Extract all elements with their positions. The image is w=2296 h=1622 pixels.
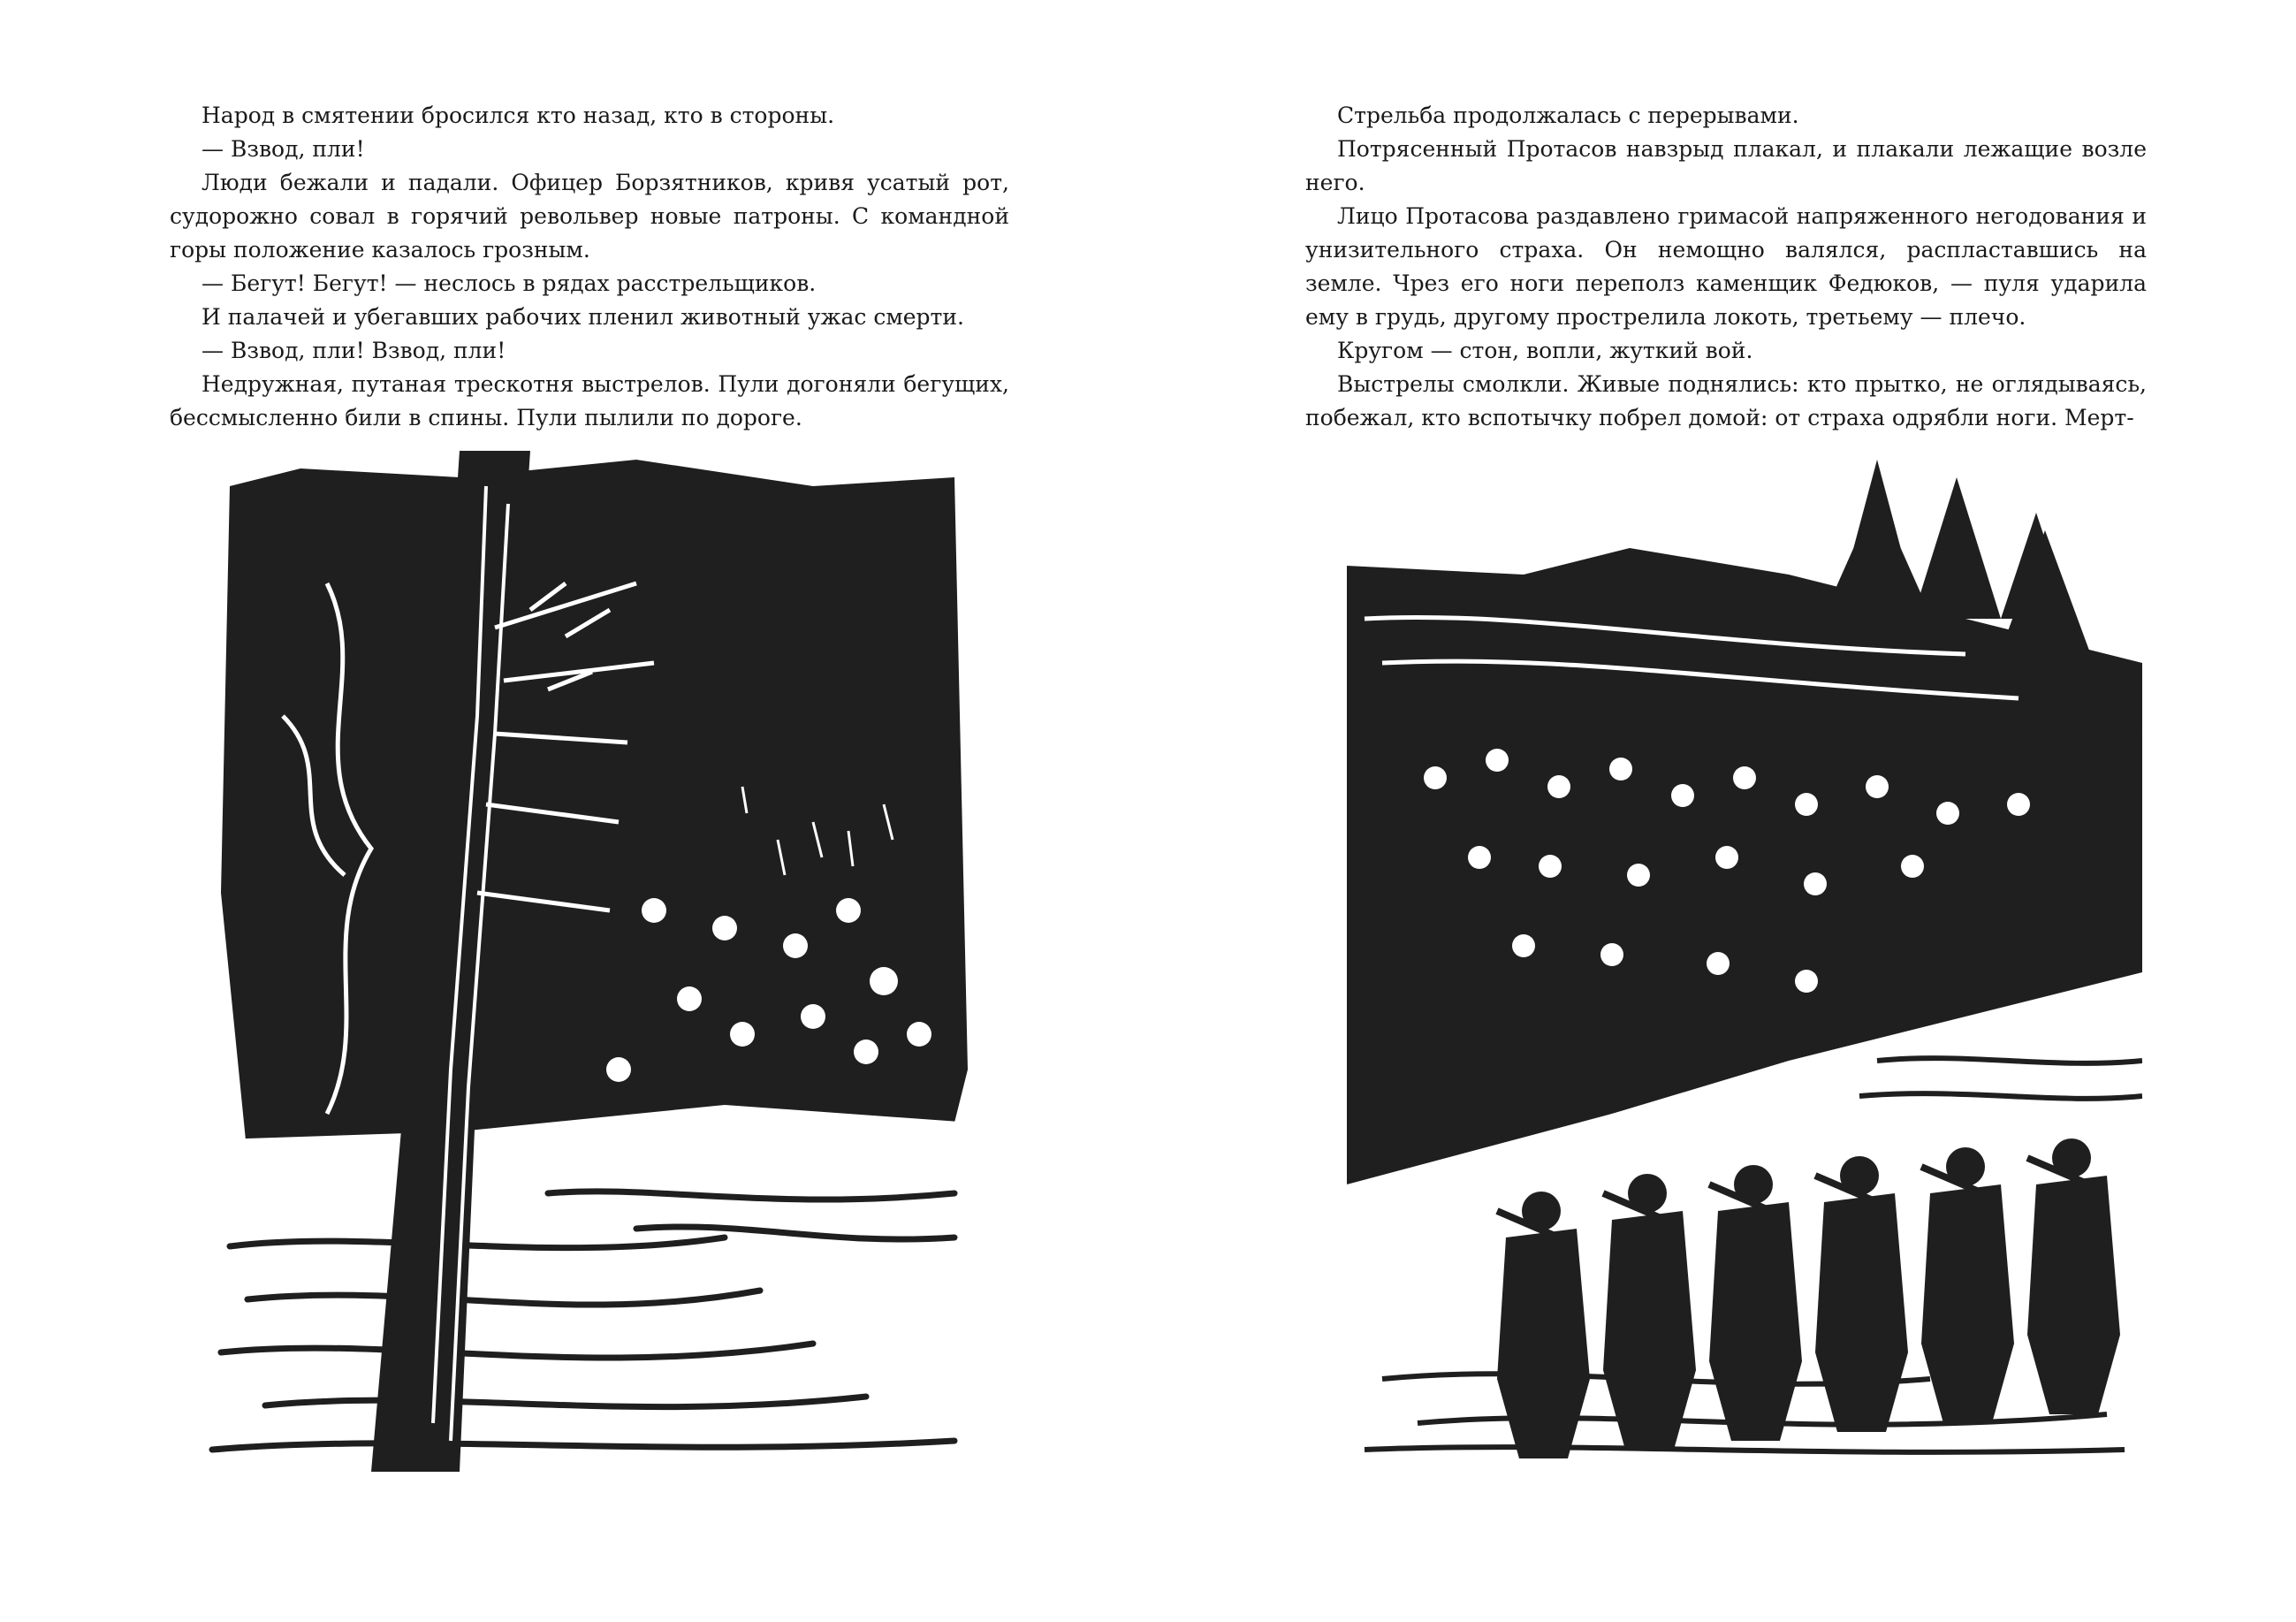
paragraph: — Взвод, пли! Взвод, пли! [201, 338, 506, 363]
paragraph: Недружная, путаная трескотня выстрелов. Пули догоняли бегущих, бессмысленно били в спины. Пули пылили по дороге. [170, 371, 1009, 430]
paragraph: Кругом — стон, вопли, жуткий вой. [1337, 338, 1753, 363]
right-page [1148, 0, 2296, 1622]
left-text-block [170, 99, 1009, 435]
paragraph: И палачей и убегавших рабочих пленил животный ужас смерти. [201, 304, 965, 330]
paragraph: Лицо Протасова раздавлено гримасой напряженного негодования и унизительного страха. Он немощно валялся, распластавшись на земле. Чрез его ноги переполз каменщик Федюков, — пуля ударила ему в грудь, другому прострелила локоть, третьему — плечо. [1305, 203, 2147, 330]
paragraph: — Бегут! Бегут! — неслось в рядах расстрельщиков. [201, 270, 817, 296]
woodcut-crowd-by-tree-icon [194, 451, 972, 1472]
paragraph: Стрельба продолжалась с перерывами. [1337, 103, 1799, 128]
right-text-block [1305, 99, 2147, 435]
paragraph: Люди бежали и падали. Офицер Борзятников, кривя усатый рот, судорожно совал в горячий револьвер новые патроны. С командной горы положение казалось грозным. [170, 170, 1009, 263]
paragraph: — Взвод, пли! [201, 136, 365, 162]
paragraph: Потрясенный Протасов навзрыд плакал, и плакали лежащие возле него. [1305, 136, 2147, 195]
paragraph: Народ в смятении бросился кто назад, кто в стороны. [201, 103, 835, 128]
paragraph: Выстрелы смолкли. Живые поднялись: кто прытко, не оглядываясь, побежал, кто вспотычку побрел домой: от страха одрябли ноги. Мерт- [1305, 371, 2147, 430]
woodcut-firing-squad-icon [1347, 442, 2142, 1467]
